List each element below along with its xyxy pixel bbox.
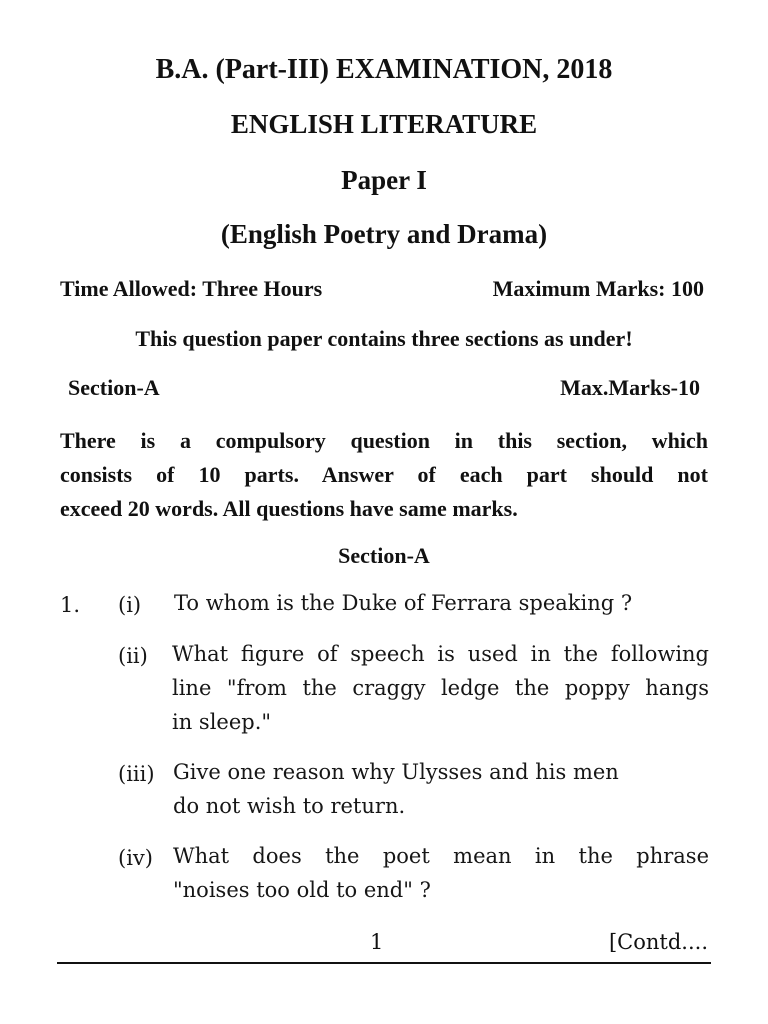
part-text	[174, 586, 698, 620]
paper-subtitle: (English Poetry and Drama)	[220, 219, 548, 249]
part-line: Give one reason why Ulysses and his men	[173, 760, 619, 784]
section-a-instructions	[60, 424, 708, 526]
exam-title: B.A. (Part-III) EXAMINATION, 2018	[155, 54, 613, 85]
maximum-marks: Maximum Marks: 100	[492, 276, 704, 301]
part-text	[173, 755, 683, 823]
part-line: do not wish to return.	[173, 794, 406, 818]
sections-info: This question paper contains three sections as under!	[135, 326, 633, 351]
part-line: To whom is the Duke of Ferrara speaking ?	[174, 591, 633, 615]
question-number: 1.	[60, 593, 81, 617]
instruction-line: There is a compulsory question in this section, which	[60, 428, 708, 453]
instruction-line: consists of 10 parts. Answer of each part should not	[60, 462, 708, 487]
part-line: line "from the craggy ledge the poppy hangs	[172, 676, 709, 700]
footer-rule	[57, 962, 711, 964]
part-line: in sleep."	[172, 710, 272, 734]
continued-marker: [Contd....	[608, 930, 708, 954]
instruction-line: exceed 20 words. All questions have same marks.	[60, 496, 518, 521]
paper-title: Paper I	[341, 165, 427, 195]
part-label: (iii)	[118, 762, 155, 786]
page-number: 1	[370, 930, 384, 954]
part-line: What figure of speech is used in the following	[172, 642, 709, 666]
section-heading: Section-A	[338, 543, 430, 568]
time-allowed: Time Allowed: Three Hours	[60, 276, 323, 301]
part-label: (i)	[118, 593, 142, 617]
part-label: (iv)	[118, 846, 153, 870]
part-text	[173, 839, 709, 907]
section-a-label: Section-A	[68, 375, 160, 400]
section-a-max-marks: Max.Marks-10	[560, 375, 700, 400]
part-line: What does the poet mean in the phrase	[173, 844, 709, 868]
part-text	[172, 637, 709, 739]
subject-title: ENGLISH LITERATURE	[230, 109, 538, 139]
part-line: "noises too old to end" ?	[173, 878, 431, 902]
part-label: (ii)	[118, 644, 148, 668]
